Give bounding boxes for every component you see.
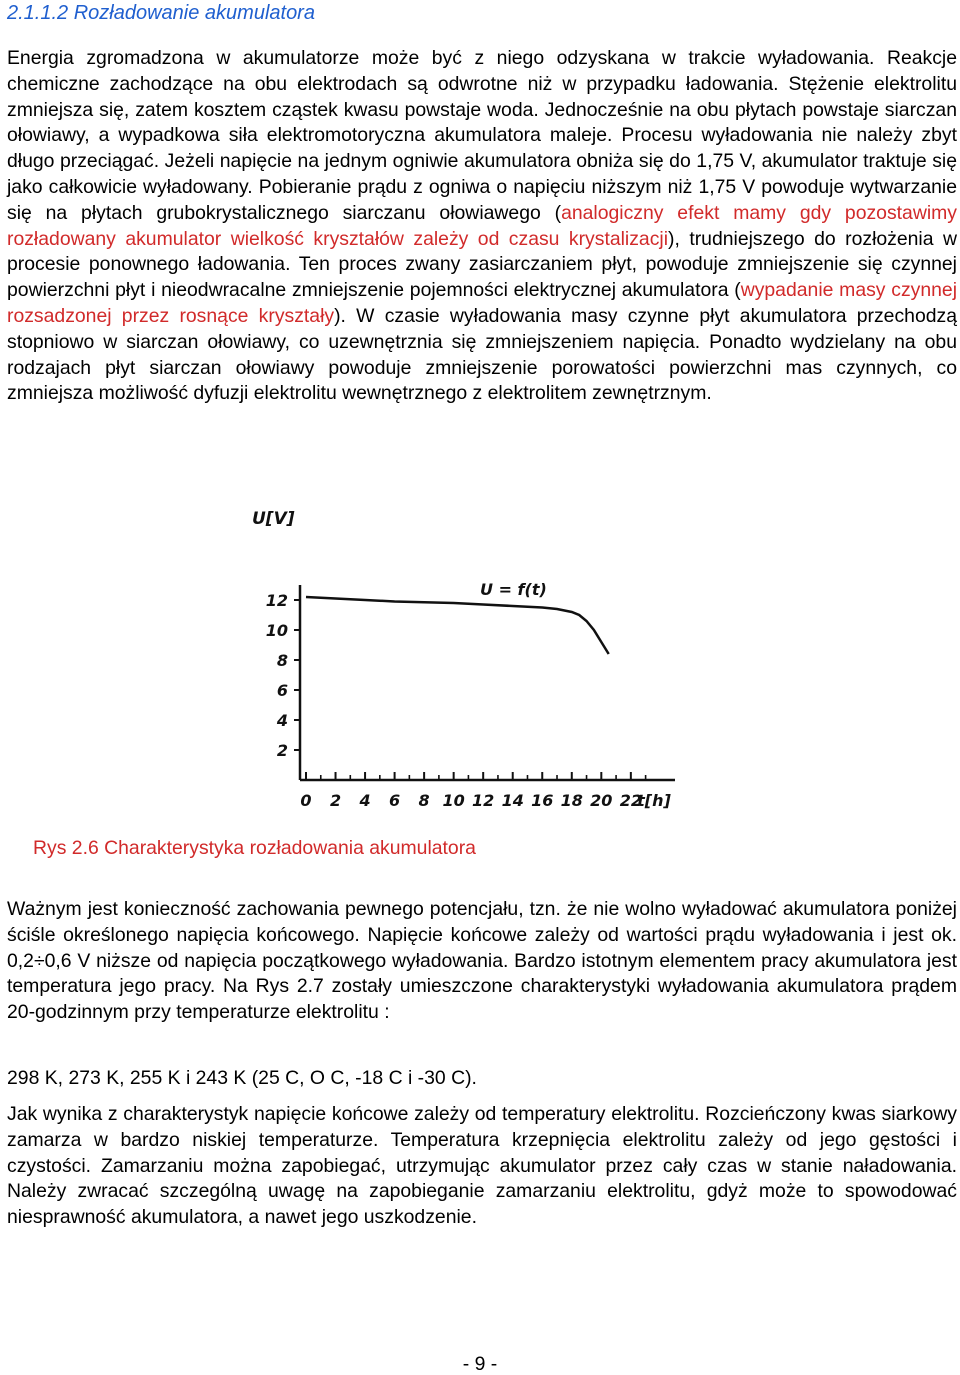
x-tick-label: 18 — [560, 791, 583, 810]
y-ticks-group — [266, 591, 300, 760]
x-tick-label: 6 — [389, 791, 401, 810]
y-tick-label: 6 — [276, 681, 288, 700]
paragraph-temperatures: 298 K, 273 K, 255 K i 243 K (25 C, O C, -18 C i -30 C). — [7, 1067, 477, 1089]
y-tick-label: 12 — [265, 591, 288, 610]
y-tick-label: 4 — [276, 711, 288, 730]
paragraph-discharge-intro — [7, 46, 957, 407]
x-ticks-group — [300, 772, 645, 810]
x-tick-label: 14 — [501, 791, 524, 810]
section-heading: 2.1.1.2 Rozładowanie akumulatora — [7, 2, 315, 24]
paragraph-segment: Energia zgromadzona w akumulatorze może być z niego odzyskana w trakcie wyładowania. Reakcje chemiczne zachodzące na obu elektrodach są odwrotne niż w przypadku ładowania. Stężenie elektrolitu zmniejsza się, zatem kosztem cząstek kwasu powstaje woda. Jednocześnie na obu płytach powstaje siarczan ołowiawy, a wypadkowa siła elektromotoryczna akumulatora maleje. Procesu wyładowania nie należy zbyt długo przeciągać. Jeżeli napięcie na jednym ogniwie akumulatora obniża się do 1,75 V, akumulator traktuje się jako całkowicie wyładowany. Pobieranie prądu z ogniwa o napięciu niższym niż 1,75 V powoduje wytwarzanie się na płytach grubokrystalicznego siarczanu ołowiawego ( — [7, 47, 957, 224]
y-tick-label: 8 — [276, 651, 288, 670]
x-tick-label: 10 — [442, 791, 465, 810]
paragraph-end-voltage: Ważnym jest konieczność zachowania pewnego potencjału, tzn. że nie wolno wyładować akumulatora poniżej ściśle określonego napięcia końcowego. Napięcie końcowe zależy od wartości prądu wyładowania i jest ok. 0,2÷0,6 V niższe od napięcia początkowego wyładowania. Bardzo istotnym elementem pracy akumulatora jest temperatura jego pracy. Na Rys 2.7 zostały umieszczone charakterystyki wyładowania akumulatora prądem 20-godzinnym przy temperaturze elektrolitu : — [7, 898, 957, 1024]
figure-caption: Rys 2.6 Charakterystyka rozładowania akumulatora — [33, 837, 476, 859]
x-tick-label: 12 — [472, 791, 495, 810]
x-tick-label: 20 — [590, 791, 613, 810]
x-axis-label: t[h] — [637, 791, 671, 810]
x-tick-label: 2 — [329, 791, 342, 810]
x-tick-label: 0 — [300, 791, 312, 810]
page-number: - 9 - — [462, 1353, 498, 1375]
paragraph-segment-highlight: wypadanie masy czynnej rozsadzonej przez rosnące kryształy — [7, 279, 958, 327]
paragraph-segment: ). W czasie wyładowania masy czynne płyt akumulatora przechodzą stopniowo w siarczan ołowiawy, co uzewnętrznia się zmniejszeniem napięcia. Ponadto wydzielany na obu rodzajach płyt siarczan ołowiawy powoduje zmniejszenie porowatości powierzchni mas czynnych, co zmniejsza możliwość dyfuzji elektrolitu wewnętrznego z elektrolitem zewnętrznym. — [7, 304, 957, 405]
x-tick-label: 22 — [619, 791, 642, 810]
y-tick-label: 10 — [265, 621, 288, 640]
x-tick-label: 4 — [359, 791, 371, 810]
x-tick-label: 16 — [531, 791, 554, 810]
paragraph-segment: ), trudniejszego do rozłożenia w procesie ponownego ładowania. Ten proces zwany zasiarczaniem płyt, powoduje zmniejszenie się czynnej powierzchni płyt i nieodwracalne zmniejszenie pojemności elektrycznej akumulatora ( — [7, 227, 957, 302]
paragraph-freezing: Jak wynika z charakterystyk napięcie końcowe zależy od temperatury elektrolitu. Rozcieńczony kwas siarkowy zamarza w bardzo niskiej temperaturze. Temperatura krzepnięcia elektrolitu zależy od jego gęstości i czystości. Zamarzaniu można zapobiegać, utrzymując akumulator przez cały czas w stanie naładowania. Należy zwracać szczególną uwagę na zapobieganie zamarzaniu elektrolitu, gdyż może to spowodować niesprawność akumulatora, a nawet jego uszkodzenie. — [7, 1103, 957, 1229]
discharge-chart — [240, 500, 700, 820]
curve-annotation: U = f(t) — [480, 580, 547, 599]
y-tick-label: 2 — [276, 741, 288, 760]
y-axis-label: U[V] — [252, 509, 295, 529]
x-tick-label: 8 — [418, 791, 430, 810]
discharge-curve-line — [306, 597, 609, 654]
paragraph-segment-highlight: analogiczny efekt mamy gdy pozostawimy rozładowany akumulator wielkość kryształów zależy od czasu krystalizacji — [7, 201, 957, 250]
